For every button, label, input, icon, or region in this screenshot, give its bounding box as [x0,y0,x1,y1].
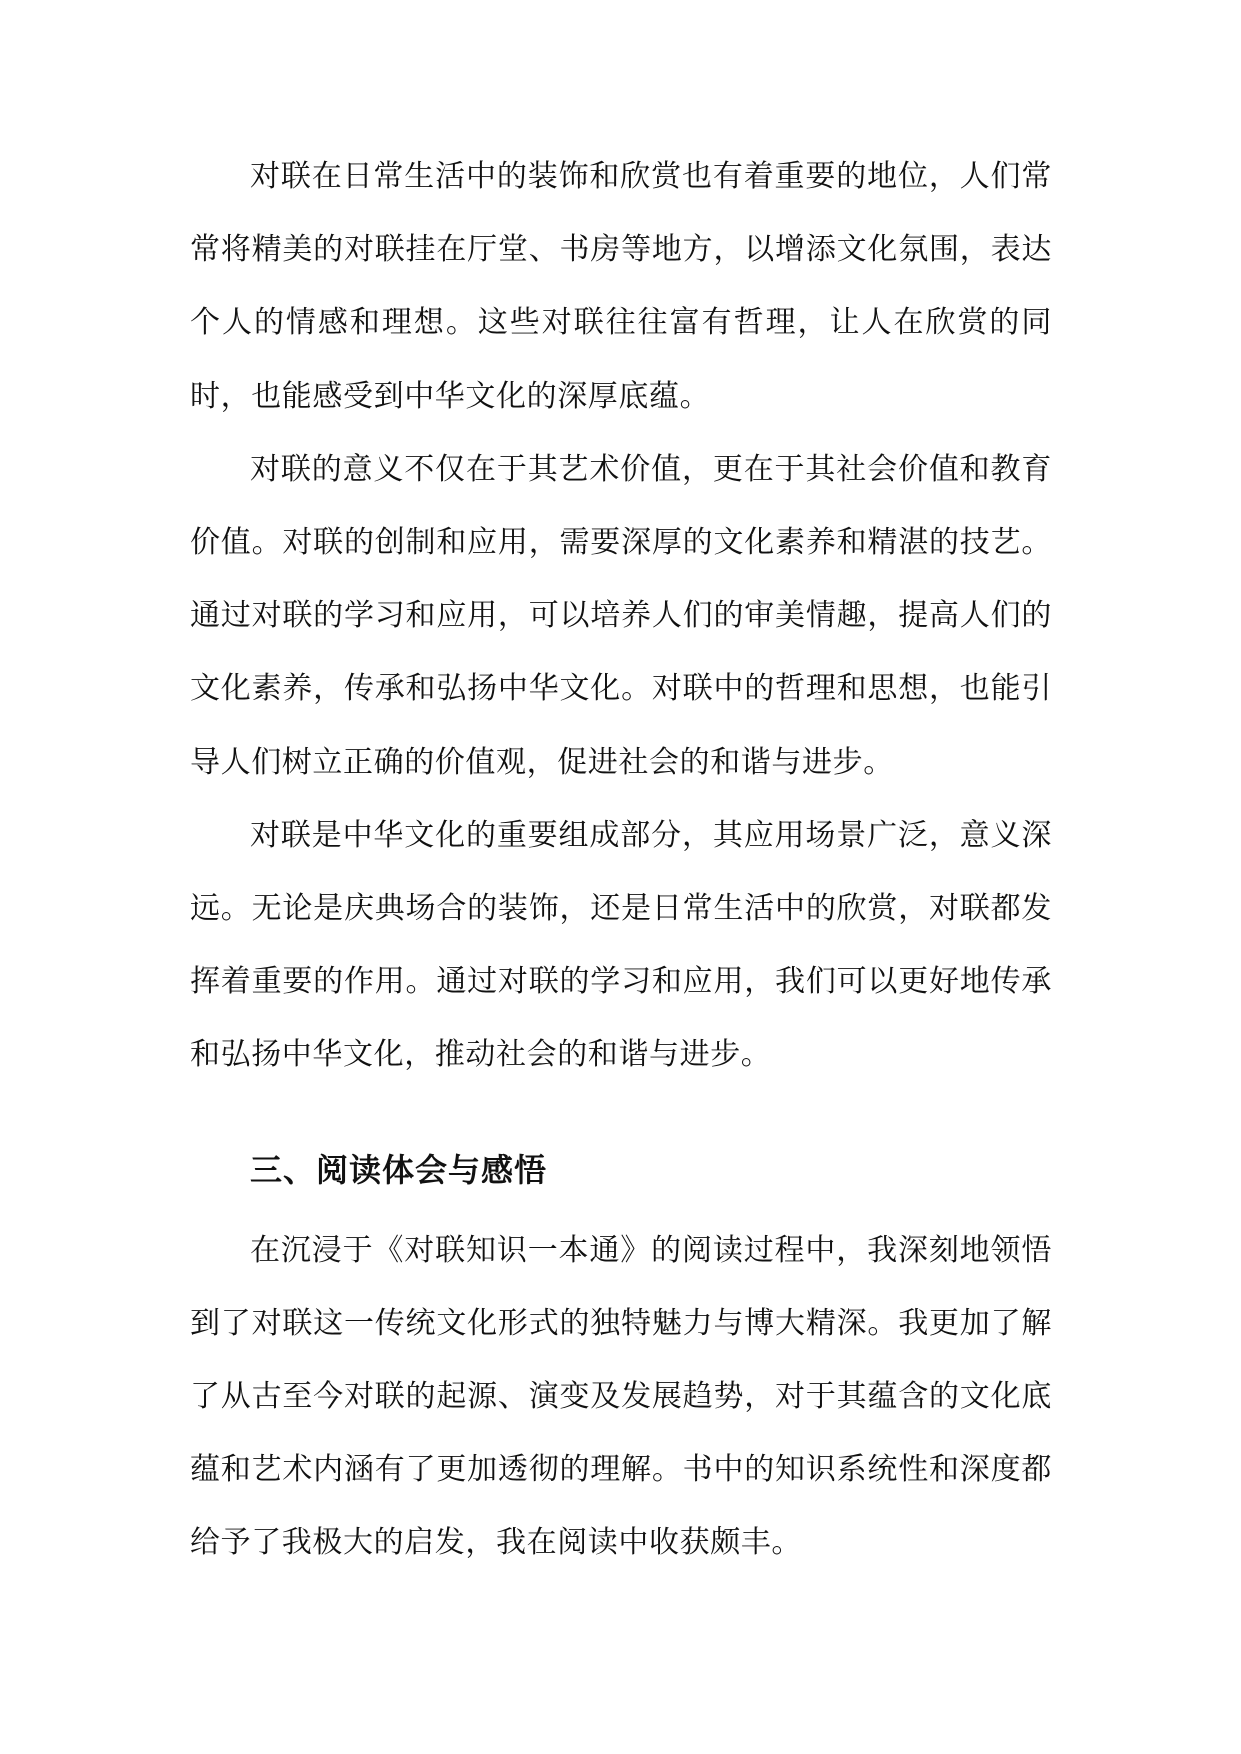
section-heading: 三、阅读体会与感悟 [250,1150,548,1189]
document-body [190,140,1052,1580]
paragraph-reading-reflection: 在沉浸于《对联知识一本通》的阅读过程中，我深刻地领悟到了对联这一传统文化形式的独特魅力与博大精深。我更加了解了从古至今对联的起源、演变及发展趋势，对于其蕴含的文化底蕴和艺术内涵有了更加透彻的理解。书中的知识系统性和深度都给予了我极大的启发，我在阅读中收获颇丰。 [190,1232,1052,1561]
paragraph-decorative-use: 对联在日常生活中的装饰和欣赏也有着重要的地位，人们常常将精美的对联挂在厅堂、书房等地方，以增添文化氛围，表达个人的情感和理想。这些对联往往富有哲理，让人在欣赏的同时，也能感受到中华文化的深厚底蕴。 [190,159,1052,414]
paragraph-summary: 对联是中华文化的重要组成部分，其应用场景广泛，意义深远。无论是庆典场合的装饰，还是日常生活中的欣赏，对联都发挥着重要的作用。通过对联的学习和应用，我们可以更好地传承和弘扬中华文化，推动社会的和谐与进步。 [190,817,1052,1073]
paragraph-significance: 对联的意义不仅在于其艺术价值，更在于其社会价值和教育价值。对联的创制和应用，需要深厚的文化素养和精湛的技艺。通过对联的学习和应用，可以培养人们的审美情趣，提高人们的文化素养，传承和弘扬中华文化。对联中的哲理和思想，也能引导人们树立正确的价值观，促进社会的和谐与进步。 [190,451,1052,780]
